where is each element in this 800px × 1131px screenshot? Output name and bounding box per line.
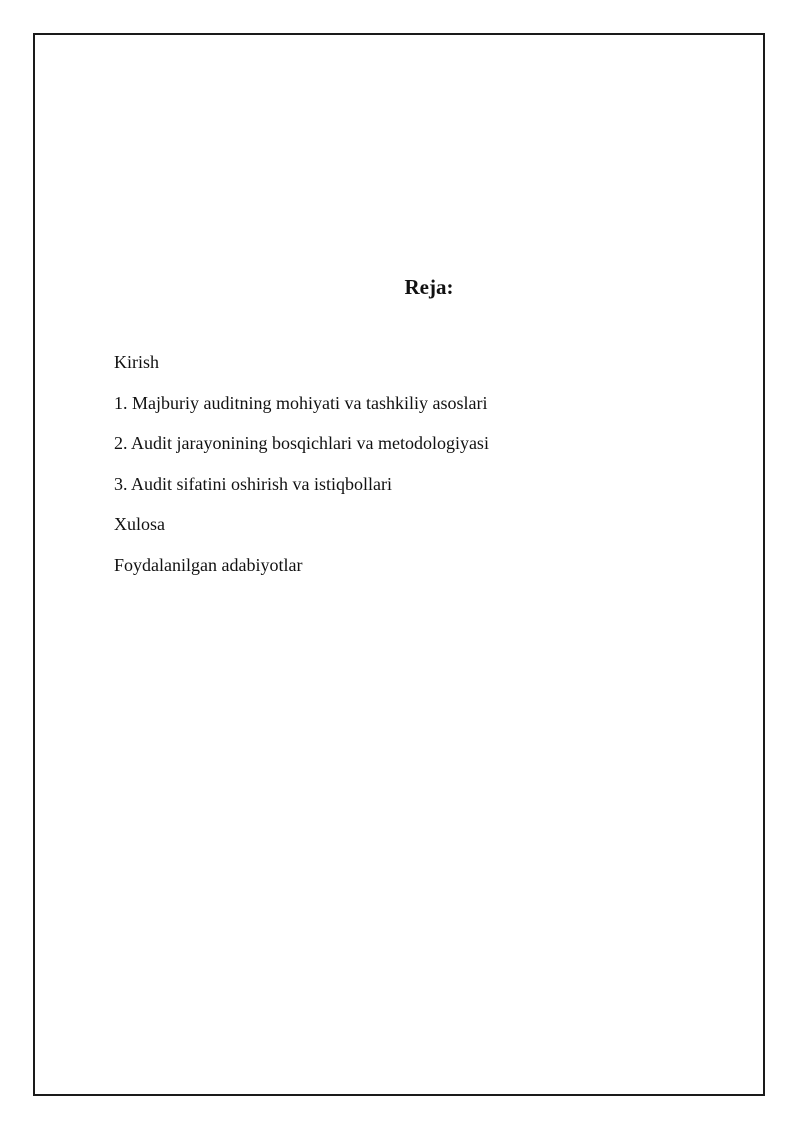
plan-item-references: Foydalanilgan adabiyotlar — [114, 554, 303, 575]
plan-item-chapter-2: 2. Audit jarayonining bosqichlari va metodologiyasi — [114, 433, 489, 453]
plan-item-conclusion: Xulosa — [114, 514, 165, 534]
plan-item-introduction: Kirish — [114, 352, 159, 372]
page-title: Reja: — [404, 275, 454, 299]
plan-list — [114, 351, 489, 594]
plan-item-chapter-1: 1. Majburiy auditning mohiyati va tashkiliy asoslari — [114, 392, 488, 413]
plan-item-chapter-3: 3. Audit sifatini oshirish va istiqbollari — [114, 473, 392, 494]
